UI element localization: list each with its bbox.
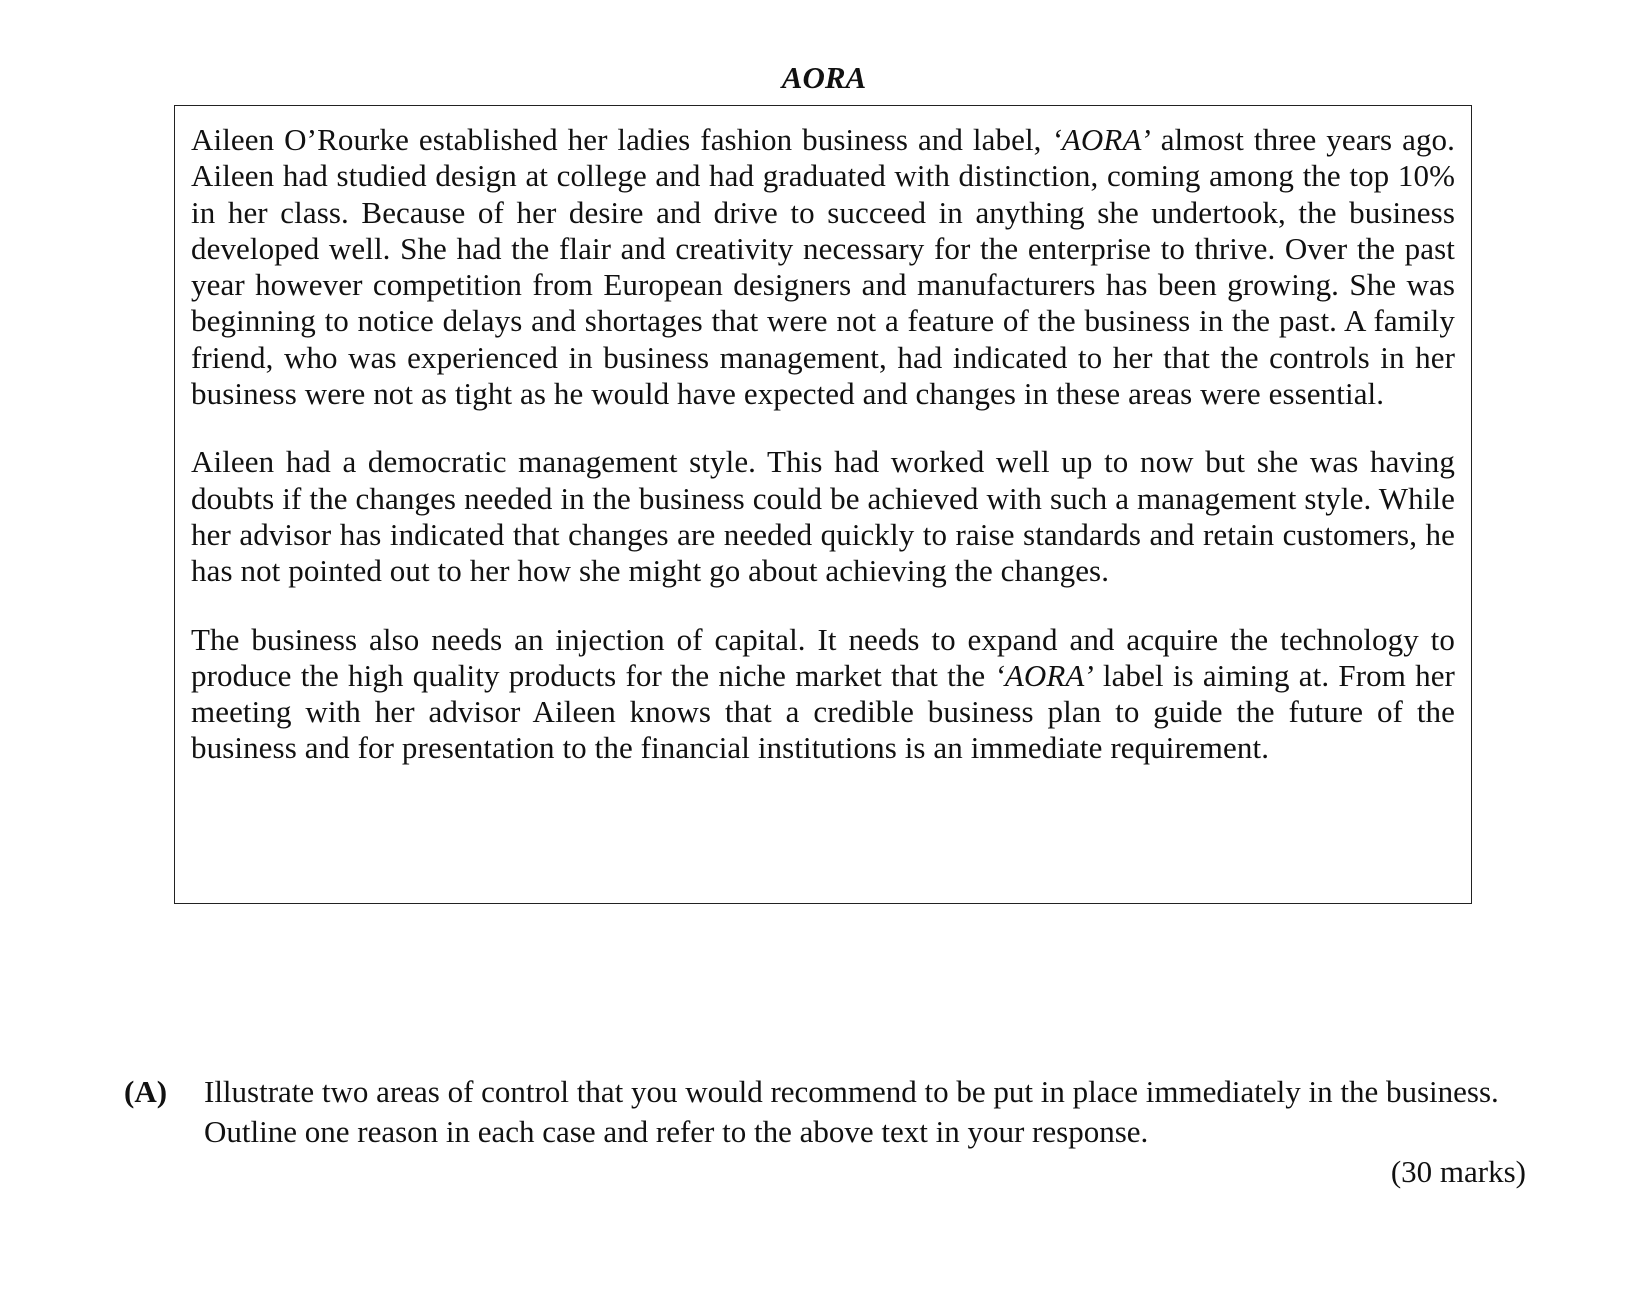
case-paragraph-3: [191, 622, 1455, 767]
label-name-italic: ‘AORA’: [994, 657, 1094, 693]
question-text: Illustrate two areas of control that you would recommend to be put in place immediately in the business. Outline one reason in each case and refer to the above text in your response.: [204, 1074, 1499, 1149]
paragraph-3-text-b: label is aiming at. From her meeting with her advisor Aileen knows that a credible business plan to guide the future of the business and for presentation to the financial institutions is an immediate requirement.: [191, 657, 1455, 766]
paragraph-3-text-a: The business also needs an injection of capital. It needs to expand and acquire the technology to produce the high quality products for the niche market that the: [191, 621, 1455, 693]
paragraph-1-text-b: almost three years ago. Aileen had studied design at college and had graduated with distinction, coming among the top 10% in her class. Because of her desire and drive to succeed in anything she undertook, the business developed well. She had the flair and creativity necessary for the enterprise to thrive. Over the past year however competition from European designers and manufacturers has been growing. She was beginning to notice delays and shortages that were not a feature of the business in the past. A family friend, who was experienced in business management, had indicated to her that the controls in her business were not as tight as he would have expected and changes in these areas were essential.: [191, 122, 1456, 412]
question-label: (A): [124, 1074, 168, 1109]
question-marks: (30 marks): [1390, 1154, 1526, 1189]
paragraph-1-text-a: Aileen O’Rourke established her ladies fashion business and label,: [191, 122, 1052, 157]
case-title: AORA: [781, 60, 867, 95]
case-paragraph-2: Aileen had a democratic management style. This had worked well up to now but she was having doubts if the changes needed in the business could be achieved with such a management style. While her advisor has indicated that changes are needed quickly to raise standards and retain customers, he has not pointed out to her how she might go about achieving the changes.: [191, 444, 1455, 589]
case-study-box: [174, 105, 1472, 904]
label-name-italic: ‘AORA’: [1051, 122, 1151, 157]
case-paragraph-1: [191, 122, 1455, 412]
